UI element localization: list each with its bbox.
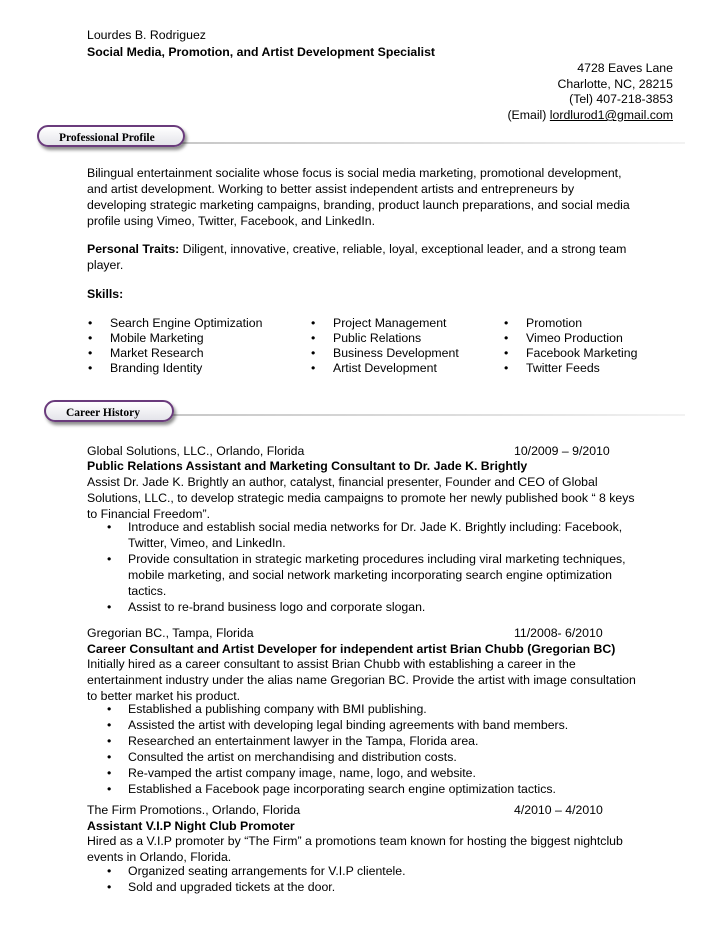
skills-column-2 [311,316,459,376]
job-description: Initially hired as a career consultant to assist Brian Chubb with establishing a career in the entertainment industry under the alias name Gregorian BC. Provide the artist with image consultation to better market his product. [87,657,636,703]
job-bullet: • Sold and upgraded tickets at the door. [107,880,336,894]
job-company: Global Solutions, LLC., Orlando, Florida [87,444,305,458]
skill-item: • Search Engine Optimization [88,316,263,330]
job-role: Public Relations Assistant and Marketing Consultant to Dr. Jade K. Brightly [87,459,528,473]
candidate-name: Lourdes B. Rodriguez [87,28,206,42]
address-street: 4728 Eaves Lane [577,61,673,75]
job-bullet: • Provide consultation in strategic marketing procedures including viral marketing techniques, mobile marketing, and social network marketing incorporating search engine optimization tactics. [107,552,626,598]
skill-item: • Public Relations [311,331,422,345]
job-dates: 4/2010 – 4/2010 [514,803,603,817]
skill-item: • Market Research [88,346,204,360]
skill-item: • Facebook Marketing [504,346,638,360]
job-bullets [107,519,677,615]
job-description: Assist Dr. Jade K. Brightly an author, catalyst, financial presenter, Founder and CEO of Global Solutions, LLC., to develop strategic media campaigns to promote her newly published book “ 8 keys to Financial Freedom”. [87,475,635,521]
skill-item: • Promotion [504,316,583,330]
job-bullet: • Re-vamped the artist company image, name, logo, and website. [107,766,476,780]
traits-text-cont: player. [87,258,124,272]
summary-line: and artist development. Working to better assist independent artists and entrepreneurs by [87,182,575,196]
section-header-career: Career History [44,400,174,422]
summary-line: Bilingual entertainment socialite whose focus is social media marketing, promotional development, [87,166,622,180]
skills-column-1 [88,316,262,376]
job-dates: 11/2008- 6/2010 [514,626,603,640]
job-dates: 10/2009 – 9/2010 [514,444,610,458]
job-bullet: • Assist to re-brand business logo and corporate slogan. [107,600,426,614]
skill-item: • Business Development [311,346,459,360]
summary-line: developing strategic marketing campaigns, branding, product launch preparations, and social media [87,198,630,212]
section-divider [160,414,685,416]
traits-text: Diligent, innovative, creative, reliable, loyal, exceptional leader, and a strong team [179,242,627,256]
job-description: Hired as a V.I.P promoter by “The Firm” a promotions team known for hosting the biggest nightclub events in Orlando, Florida. [87,834,623,864]
email-line [507,107,673,123]
candidate-title: Social Media, Promotion, and Artist Development Specialist [87,45,436,59]
job-bullet: • Introduce and establish social media networks for Dr. Jade K. Brightly including: Facebook, Twitter, Vimeo, and LinkedIn. [107,520,623,550]
section-header-profile: Professional Profile [37,125,185,147]
skill-item: • Twitter Feeds [504,361,600,375]
job-bullets [107,863,677,895]
job-company: Gregorian BC., Tampa, Florida [87,626,254,640]
job-bullet: • Established a Facebook page incorporating search engine optimization tactics. [107,782,556,796]
skill-item: • Project Management [311,316,447,330]
job-bullet: • Consulted the artist on merchandising and distribution costs. [107,750,457,764]
summary-line: profile using Vimeo, Twitter, Facebook, and LinkedIn. [87,214,376,228]
job-bullet: • Established a publishing company with BMI publishing. [107,702,427,716]
email-link[interactable]: lordlurod1@gmail.com [549,108,673,122]
address-city: Charlotte, NC, 28215 [557,77,673,91]
skills-label: Skills: [87,287,124,301]
job-role: Career Consultant and Artist Developer for independent artist Brian Chubb (Gregorian BC) [87,642,616,656]
job-bullet: • Researched an entertainment lawyer in the Tampa, Florida area. [107,734,479,748]
section-divider [165,142,685,144]
job-bullet: • Assisted the artist with developing legal binding agreements with band members. [107,718,569,732]
phone-number: (Tel) 407-218-3853 [569,92,673,106]
job-company: The Firm Promotions., Orlando, Florida [87,803,301,817]
profile-summary [87,165,677,229]
personal-traits [87,241,677,273]
skill-item: • Vimeo Production [504,331,623,345]
skill-item: • Mobile Marketing [88,331,204,345]
job-bullets [107,701,677,797]
traits-label: Personal Traits: [87,242,180,256]
job-bullet: • Organized seating arrangements for V.I.P clientele. [107,864,406,878]
skill-item: • Artist Development [311,361,437,375]
email-prefix: (Email) [507,108,550,122]
skill-item: • Branding Identity [88,361,203,375]
job-role: Assistant V.I.P Night Club Promoter [87,819,295,833]
skills-column-3 [504,316,637,376]
